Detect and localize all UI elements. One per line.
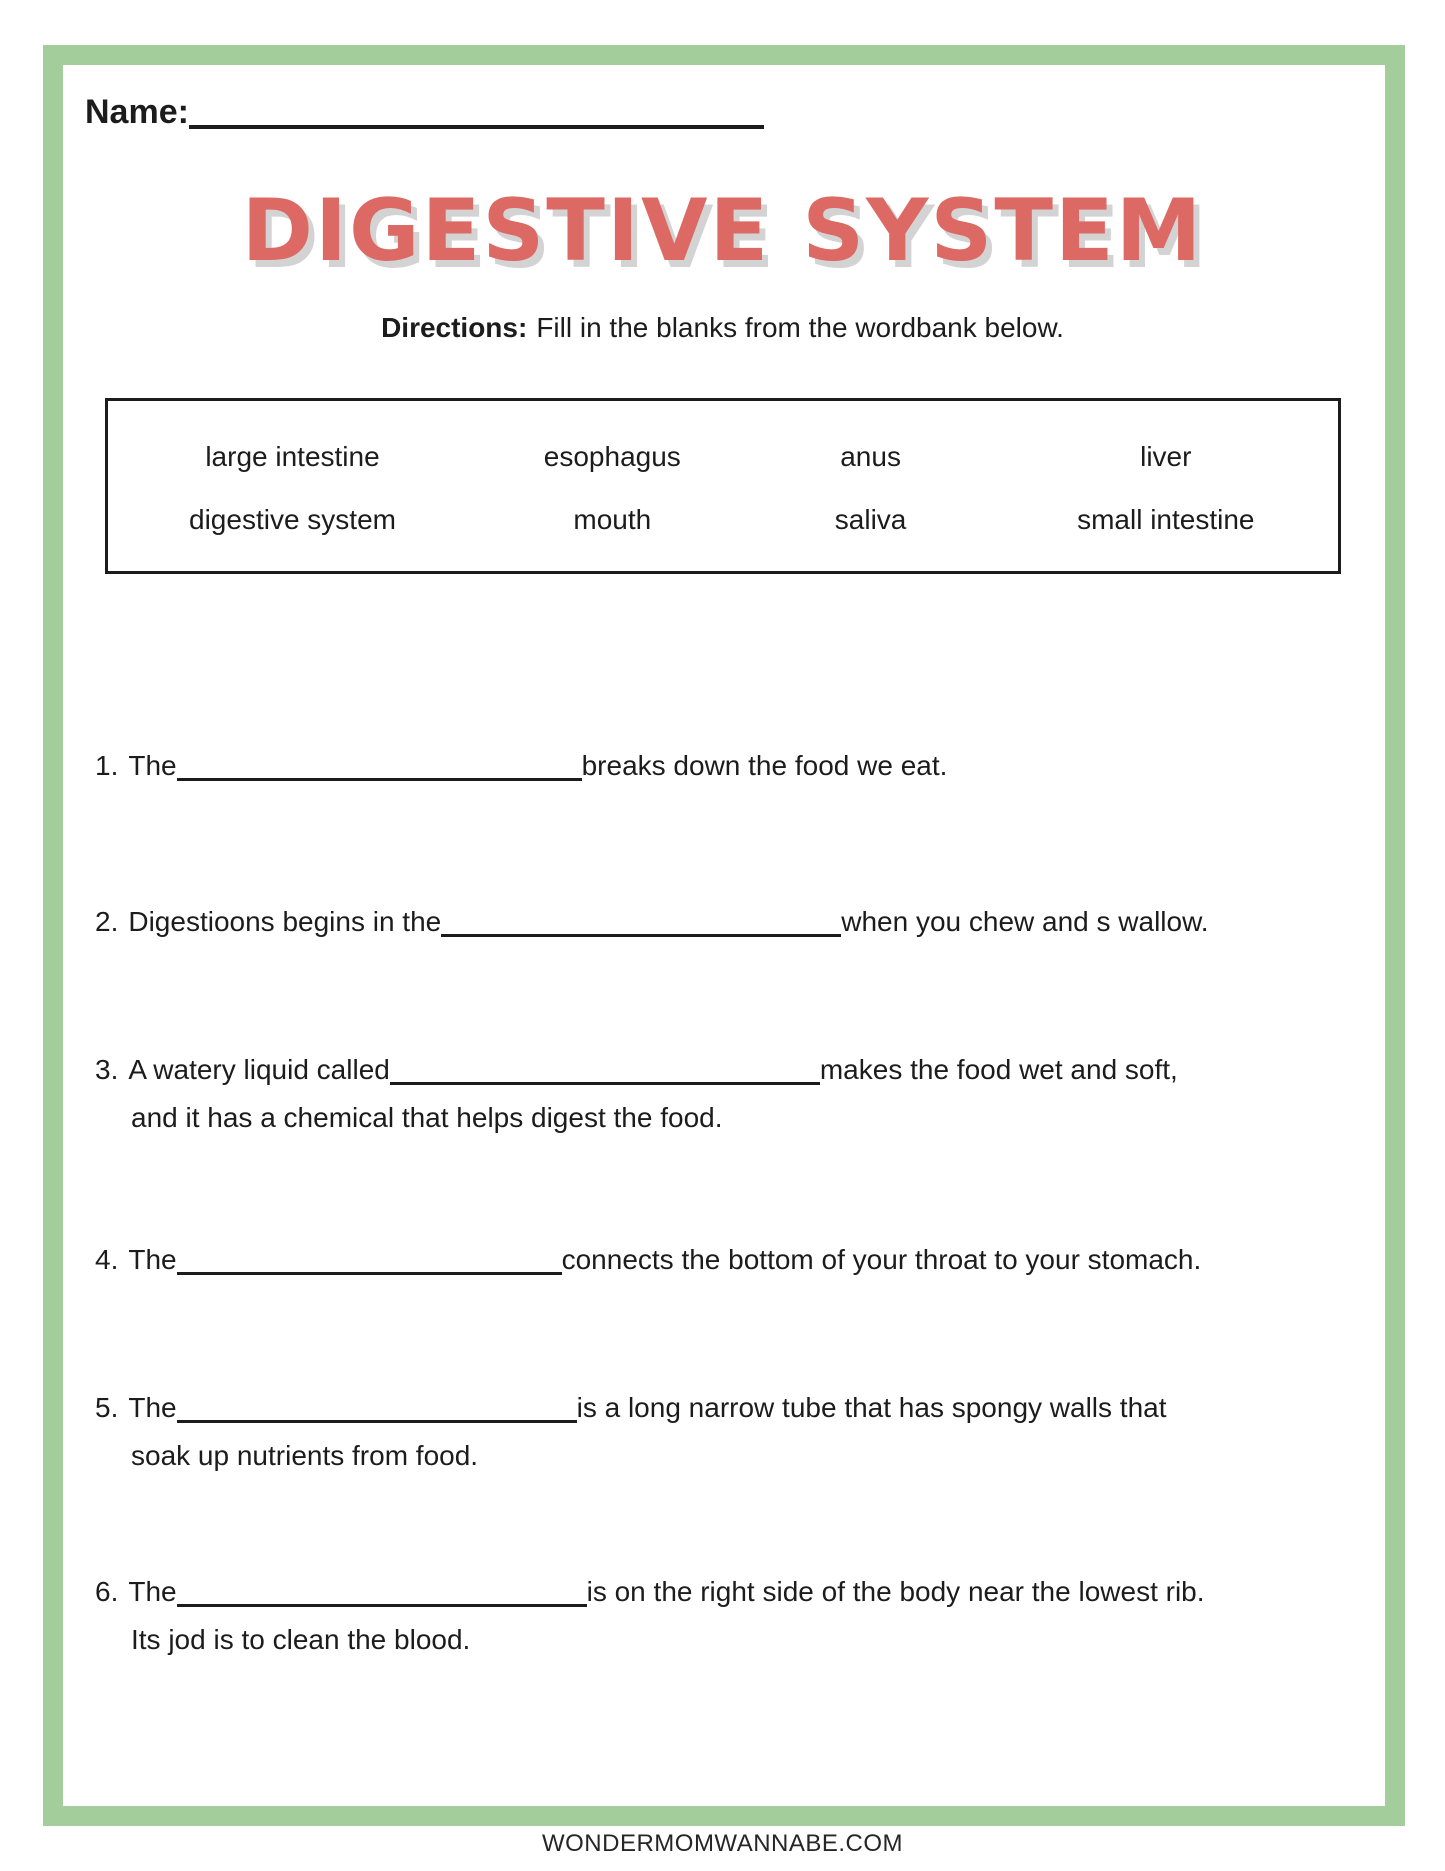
question-4	[95, 1236, 1395, 1284]
question-3	[95, 1046, 1395, 1142]
answer-blank-4[interactable]	[177, 1243, 562, 1275]
question-pre-text: The	[128, 750, 177, 781]
name-row	[85, 93, 764, 132]
question-number: 4.	[95, 1244, 119, 1275]
wordbank-box	[105, 398, 1341, 574]
question-post-text: is a long narrow tube that has spongy walls that	[576, 1392, 1167, 1423]
answer-blank-3[interactable]	[390, 1053, 820, 1085]
answer-blank-5[interactable]	[177, 1391, 577, 1423]
name-label: Name:	[85, 93, 189, 131]
directions-text: Fill in the blanks from the wordbank below.	[536, 312, 1064, 343]
footer-website: WONDERMOMWANNABE.COM	[541, 1830, 904, 1857]
question-line2: soak up nutrients from food.	[131, 1440, 479, 1471]
question-pre-text: The	[128, 1244, 177, 1275]
wordbank-word: small intestine	[1077, 503, 1255, 535]
question-number: 6.	[95, 1576, 119, 1607]
question-2	[95, 898, 1395, 946]
answer-blank-2[interactable]	[441, 905, 841, 937]
directions-label: Directions:	[381, 312, 528, 343]
question-pre-text: The	[128, 1576, 177, 1607]
directions	[0, 312, 1445, 344]
question-post-text: connects the bottom of your throat to your stomach.	[561, 1244, 1202, 1275]
question-number: 3.	[95, 1054, 119, 1085]
question-1	[95, 742, 1395, 790]
question-6	[95, 1568, 1395, 1664]
wordbank-word: liver	[1140, 440, 1192, 472]
question-number: 5.	[95, 1392, 119, 1423]
name-write-line[interactable]	[189, 99, 764, 129]
question-line2: Its jod is to clean the blood.	[131, 1624, 471, 1655]
question-5	[95, 1384, 1395, 1480]
question-pre-text: The	[128, 1392, 177, 1423]
question-post-text: is on the right side of the body near the lowest rib.	[586, 1576, 1205, 1607]
answer-blank-6[interactable]	[177, 1575, 587, 1607]
question-post-text: breaks down the food we eat.	[581, 750, 948, 781]
wordbank-word: mouth	[573, 503, 652, 535]
question-number: 1.	[95, 750, 119, 781]
question-pre-text: A watery liquid called	[128, 1054, 390, 1085]
wordbank-word: digestive system	[189, 503, 396, 535]
wordbank-word: large intestine	[205, 440, 380, 472]
wordbank-word: anus	[840, 440, 901, 472]
question-post-text: when you chew and s wallow.	[841, 906, 1209, 937]
question-pre-text: Digestioons begins in the	[128, 906, 442, 937]
question-post-text: makes the food wet and soft,	[819, 1054, 1178, 1085]
question-number: 2.	[95, 906, 119, 937]
wordbank-word: saliva	[834, 503, 907, 535]
answer-blank-1[interactable]	[177, 749, 582, 781]
wordbank-word: esophagus	[543, 440, 681, 472]
page-title: DIGESTIVE SYSTEM	[241, 181, 1204, 281]
question-line2: and it has a chemical that helps digest the food.	[131, 1102, 723, 1133]
